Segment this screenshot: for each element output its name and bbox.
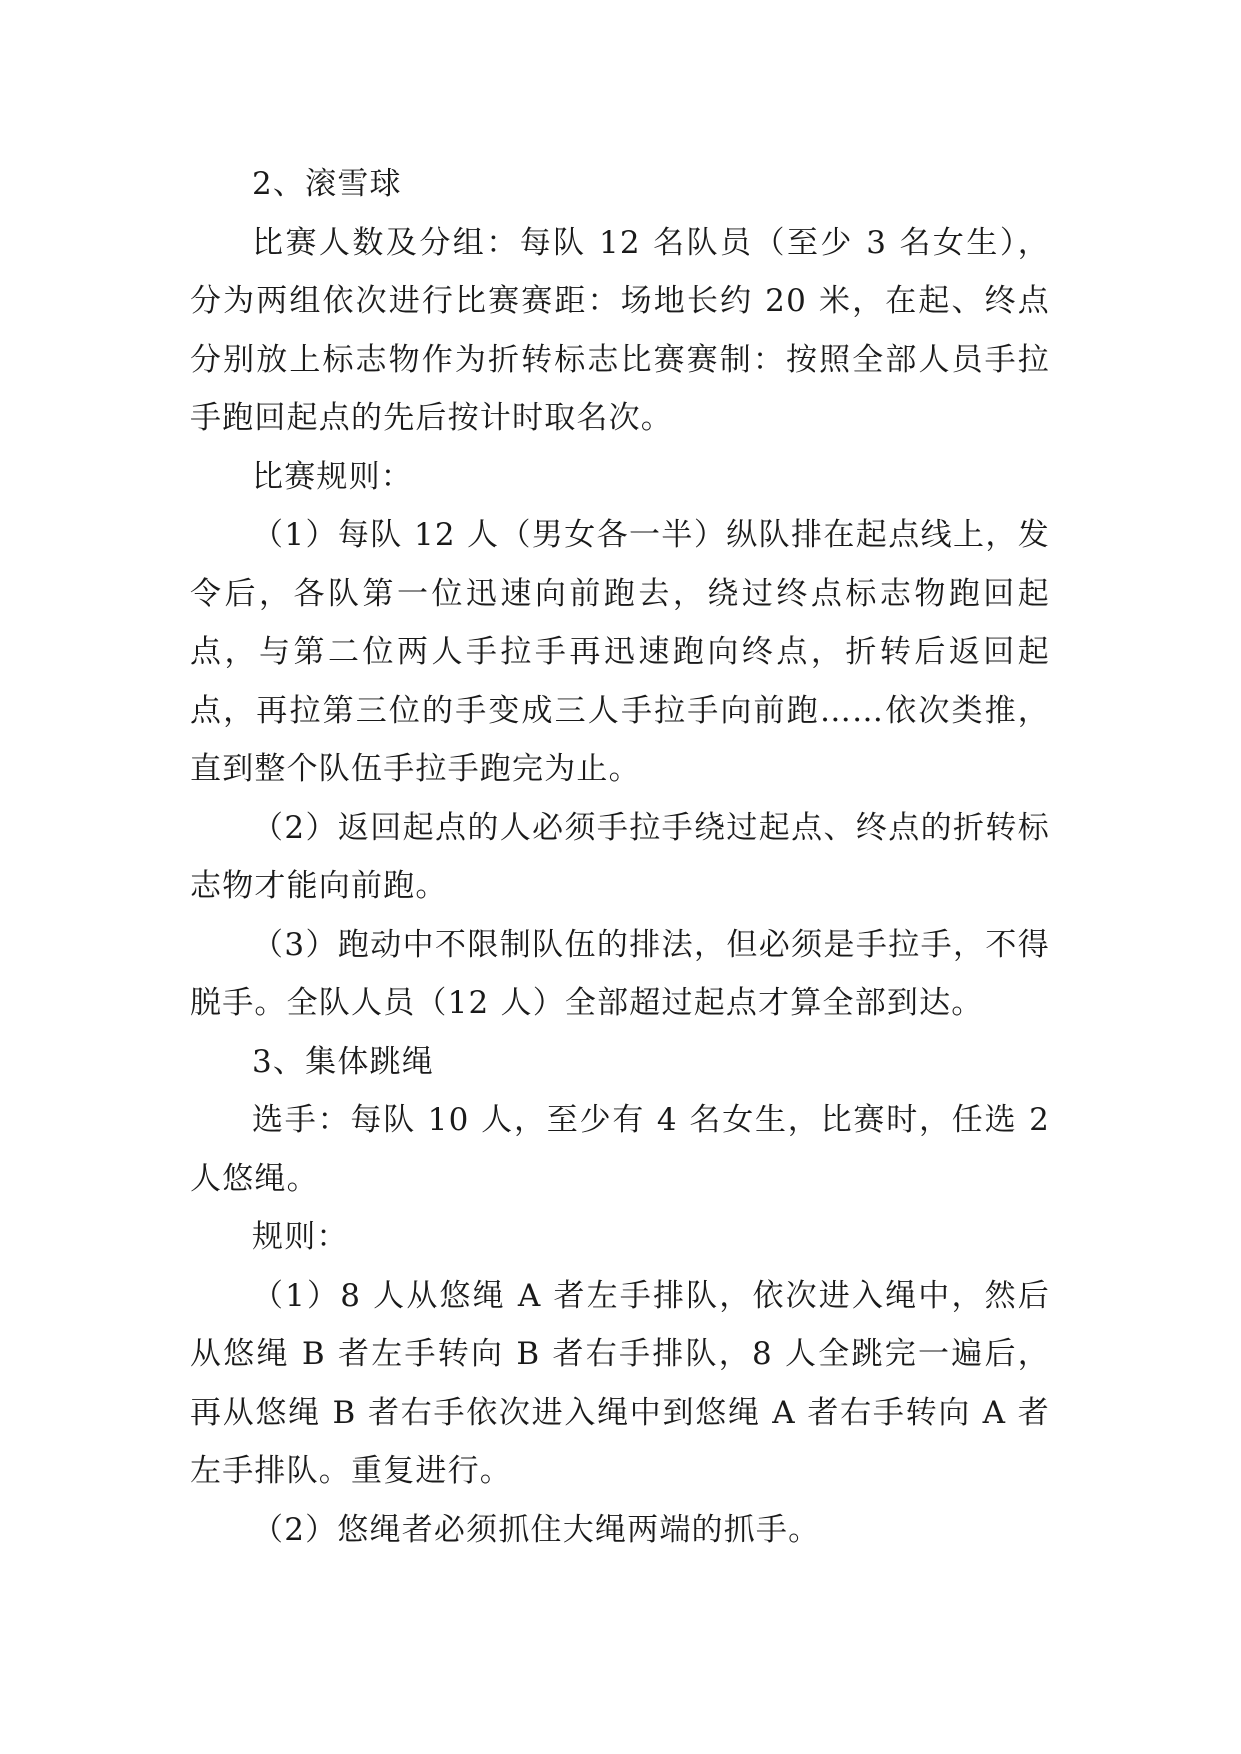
rule-item-3: （3）跑动中不限制队伍的排法，但必须是手拉手，不得脱手。全队人员（12 人）全部超过起点才算全部到达。 <box>190 926 1050 1021</box>
section-heading-group-jump-rope: 3、集体跳绳 <box>252 1043 434 1080</box>
paragraph-players: 选手：每队 10 人，至少有 4 名女生，比赛时，任选 2 人悠绳。 <box>190 1102 1050 1197</box>
paragraph-rules-heading: 比赛规则： <box>252 458 413 495</box>
paragraph-participants-and-format: 比赛人数及分组：每队 12 名队员（至少 3 名女生），分为两组依次进行比赛赛距：场地长约 20 米，在起、终点分别放上标志物作为折转标志比赛赛制：按照全部人员手拉手跑回起点的先后按计时取名次。 <box>190 224 1050 436</box>
document-body <box>190 155 1050 1559</box>
jump-rope-rule-item-1: （1）8 人从悠绳 A 者左手排队，依次进入绳中，然后从悠绳 B 者左手转向 B 者右手排队，8 人全跳完一遍后，再从悠绳 B 者右手依次进入绳中到悠绳 A 者右手转向 A 者左手排队。重复进行。 <box>190 1277 1050 1489</box>
section-heading-snowball: 2、滚雪球 <box>252 166 402 202</box>
paragraph-jump-rope-rules-heading: 规则： <box>252 1219 349 1255</box>
rule-item-1: （1）每队 12 人（男女各一半）纵队排在起点线上，发令后，各队第一位迅速向前跑去，绕过终点标志物跑回起点，与第二位两人手拉手再迅速跑向终点，折转后返回起点，再拉第三位的手变成三人手拉手向前跑……依次类推，直到整个队伍手拉手跑完为止。 <box>190 517 1050 787</box>
rule-item-2: （2）返回起点的人必须手拉手绕过起点、终点的折转标志物才能向前跑。 <box>190 809 1050 904</box>
jump-rope-rule-item-2: （2）悠绳者必须抓住大绳两端的抓手。 <box>252 1511 821 1548</box>
